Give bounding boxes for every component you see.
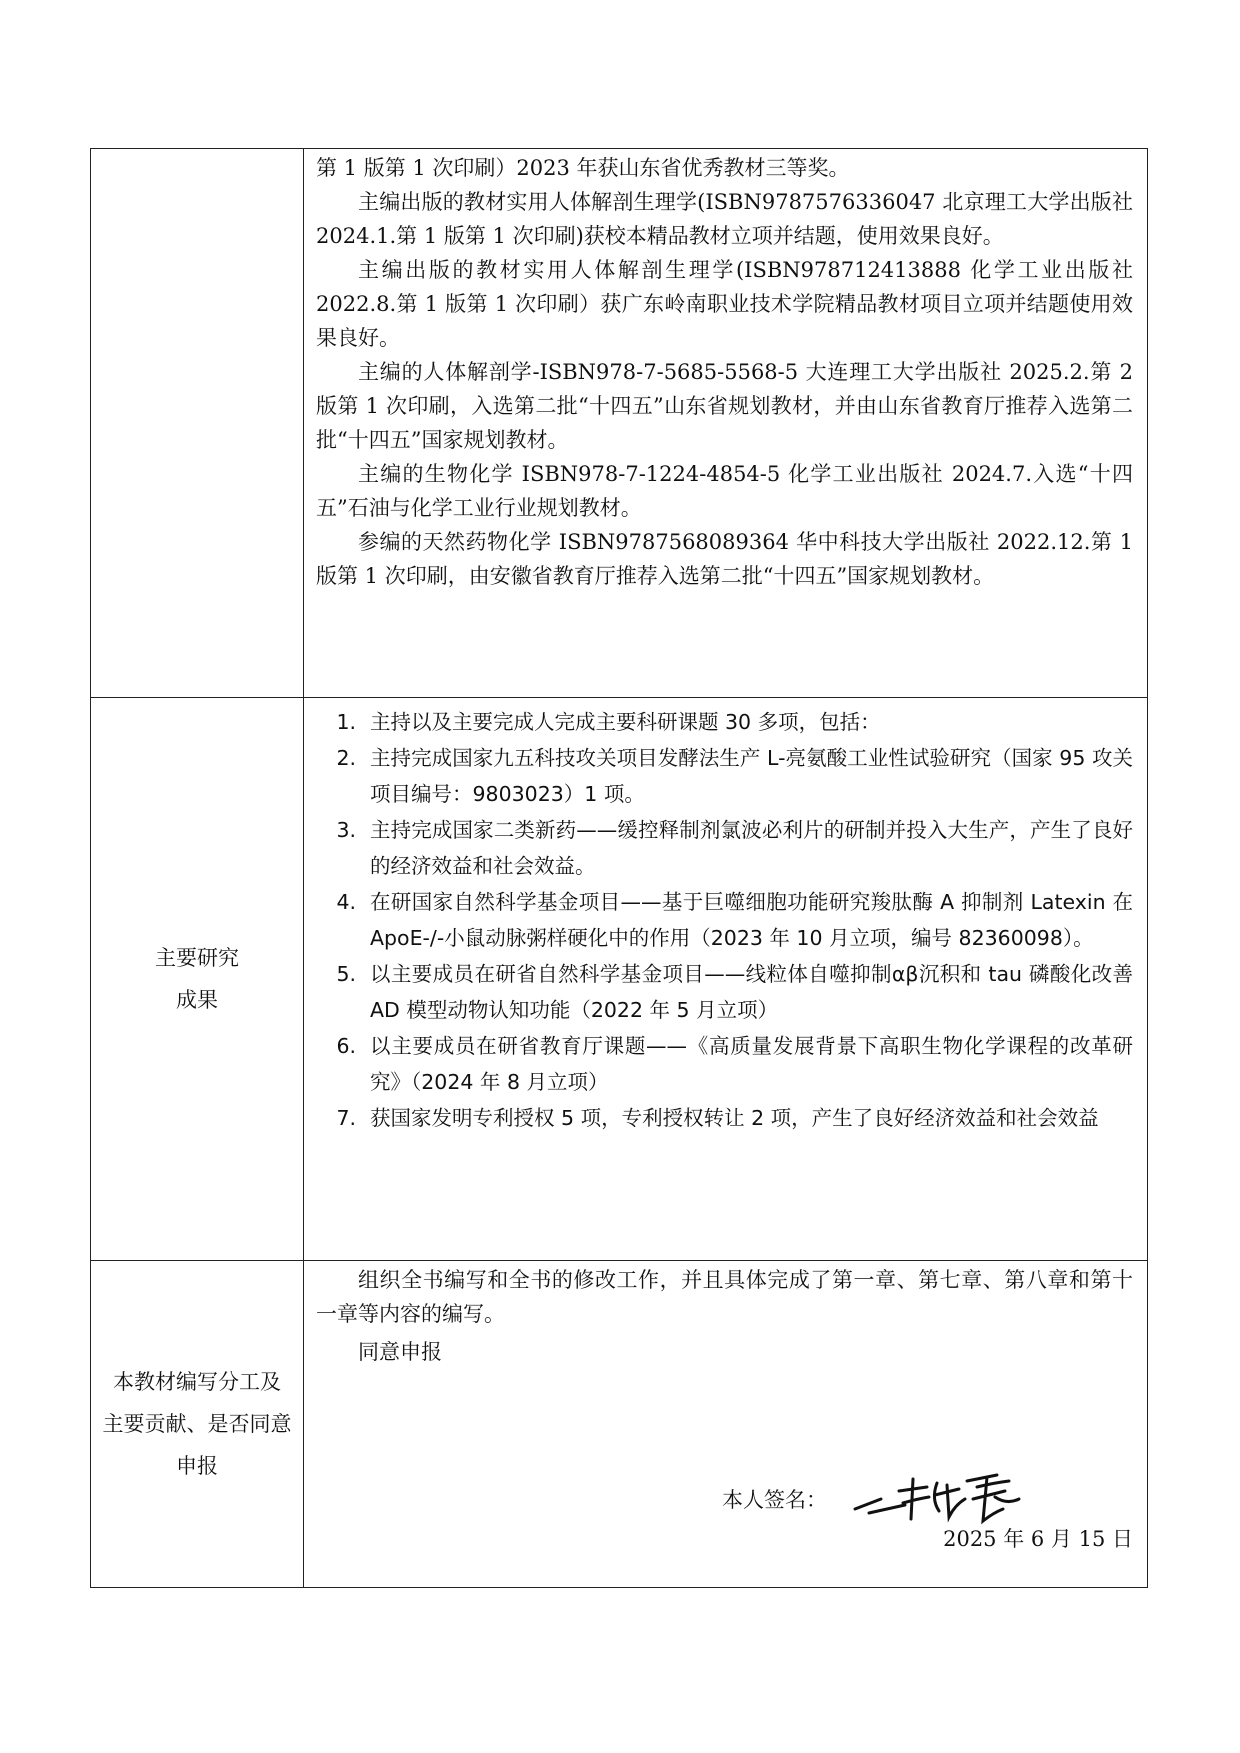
row-research-results: [91, 698, 1148, 1261]
award-paragraph-4: 主编的人体解剖学-ISBN978-7-5685-5568-5 大连理工大学出版社 2025.2.第 2 版第 1 次印刷，入选第二批“十四五”山东省规划教材，并由山东省教育厅推荐入选第二批“十四五”国家规划教材。: [316, 360, 1133, 452]
list-item: 3. 主持完成国家二类新药——缓控释制剂氯波必利片的研制并投入大生产，产生了良好的经济效益和社会效益。: [336, 818, 1133, 878]
list-item: 1. 主持以及主要完成人完成主要科研课题 30 多项，包括：: [336, 710, 881, 734]
row3-label-line1: 本教材编写分工及: [113, 1370, 281, 1394]
row3-label-cell: [91, 1261, 304, 1588]
list-item: 6. 以主要成员在研省教育厅课题——《高质量发展背景下高职生物化学课程的改革研究》（2024 年 8 月立项）: [336, 1034, 1133, 1094]
application-form-table: [90, 148, 1148, 1588]
row-contribution: [91, 1261, 1148, 1588]
agree-declaration: 同意申报: [358, 1340, 442, 1364]
award-paragraph-6: 参编的天然药物化学 ISBN9787568089364 华中科技大学出版社 2022.12.第 1 版第 1 次印刷，由安徽省教育厅推荐入选第二批“十四五”国家规划教材。: [316, 530, 1133, 588]
signature-date: 2025 年 6 月 15 日: [943, 1527, 1133, 1551]
list-item: 2. 主持完成国家九五科技攻关项目发酵法生产 L-亮氨酸工业性试验研究（国家 95 攻关项目编号：9803023）1 项。: [336, 746, 1133, 806]
list-item: 7. 获国家发明专利授权 5 项，专利授权转让 2 项，产生了良好经济效益和社会效益: [336, 1106, 1099, 1130]
handwritten-signature-icon: [847, 1469, 1027, 1529]
row3-content-cell: [304, 1261, 1148, 1588]
row2-label-cell: [91, 698, 304, 1261]
row3-label-line2: 主要贡献、是否同意: [102, 1412, 292, 1436]
research-results-list: [304, 698, 1147, 1136]
list-item: 4. 在研国家自然科学基金项目——基于巨噬细胞功能研究羧肽酶 A 抑制剂 Latexin 在 ApoE-/-小鼠动脉粥样硬化中的作用（2023 年 10 月立项，编号 82360098）。: [336, 890, 1133, 950]
award-paragraph-2: 主编出版的教材实用人体解剖生理学(ISBN9787576336047 北京理工大学出版社 2024.1.第 1 版第 1 次印刷)获校本精品教材立项并结题，使用效果良好。: [316, 190, 1133, 248]
row-textbook-awards: [91, 149, 1148, 698]
signature-row: [722, 1469, 1027, 1529]
award-paragraph-1: 第 1 版第 1 次印刷）2023 年获山东省优秀教材三等奖。: [316, 156, 850, 180]
list-item: 5. 以主要成员在研省自然科学基金项目——线粒体自噬抑制αβ沉积和 tau 磷酸化改善 AD 模型动物认知功能（2022 年 5 月立项）: [336, 962, 1133, 1022]
row3-label-line3: 申报: [176, 1454, 218, 1478]
award-paragraph-3: 主编出版的教材实用人体解剖生理学(ISBN978712413888 化学工业出版社 2022.8.第 1 版第 1 次印刷）获广东岭南职业技术学院精品教材项目立项并结题使用效果良好。: [316, 258, 1133, 350]
row2-label-line2: 成果: [176, 988, 218, 1012]
contribution-paragraph: 组织全书编写和全书的修改工作，并且具体完成了第一章、第七章、第八章和第十一章等内容的编写。: [316, 1268, 1133, 1326]
row1-label-cell: [91, 149, 304, 698]
row2-label-line1: 主要研究: [155, 946, 239, 970]
signature-label: 本人签名：: [722, 1488, 827, 1512]
row1-content-cell: [304, 149, 1148, 698]
row2-content-cell: [304, 698, 1148, 1261]
award-paragraph-5: 主编的生物化学 ISBN978-7-1224-4854-5 化学工业出版社 2024.7.入选“十四五”石油与化学工业行业规划教材。: [316, 462, 1133, 520]
